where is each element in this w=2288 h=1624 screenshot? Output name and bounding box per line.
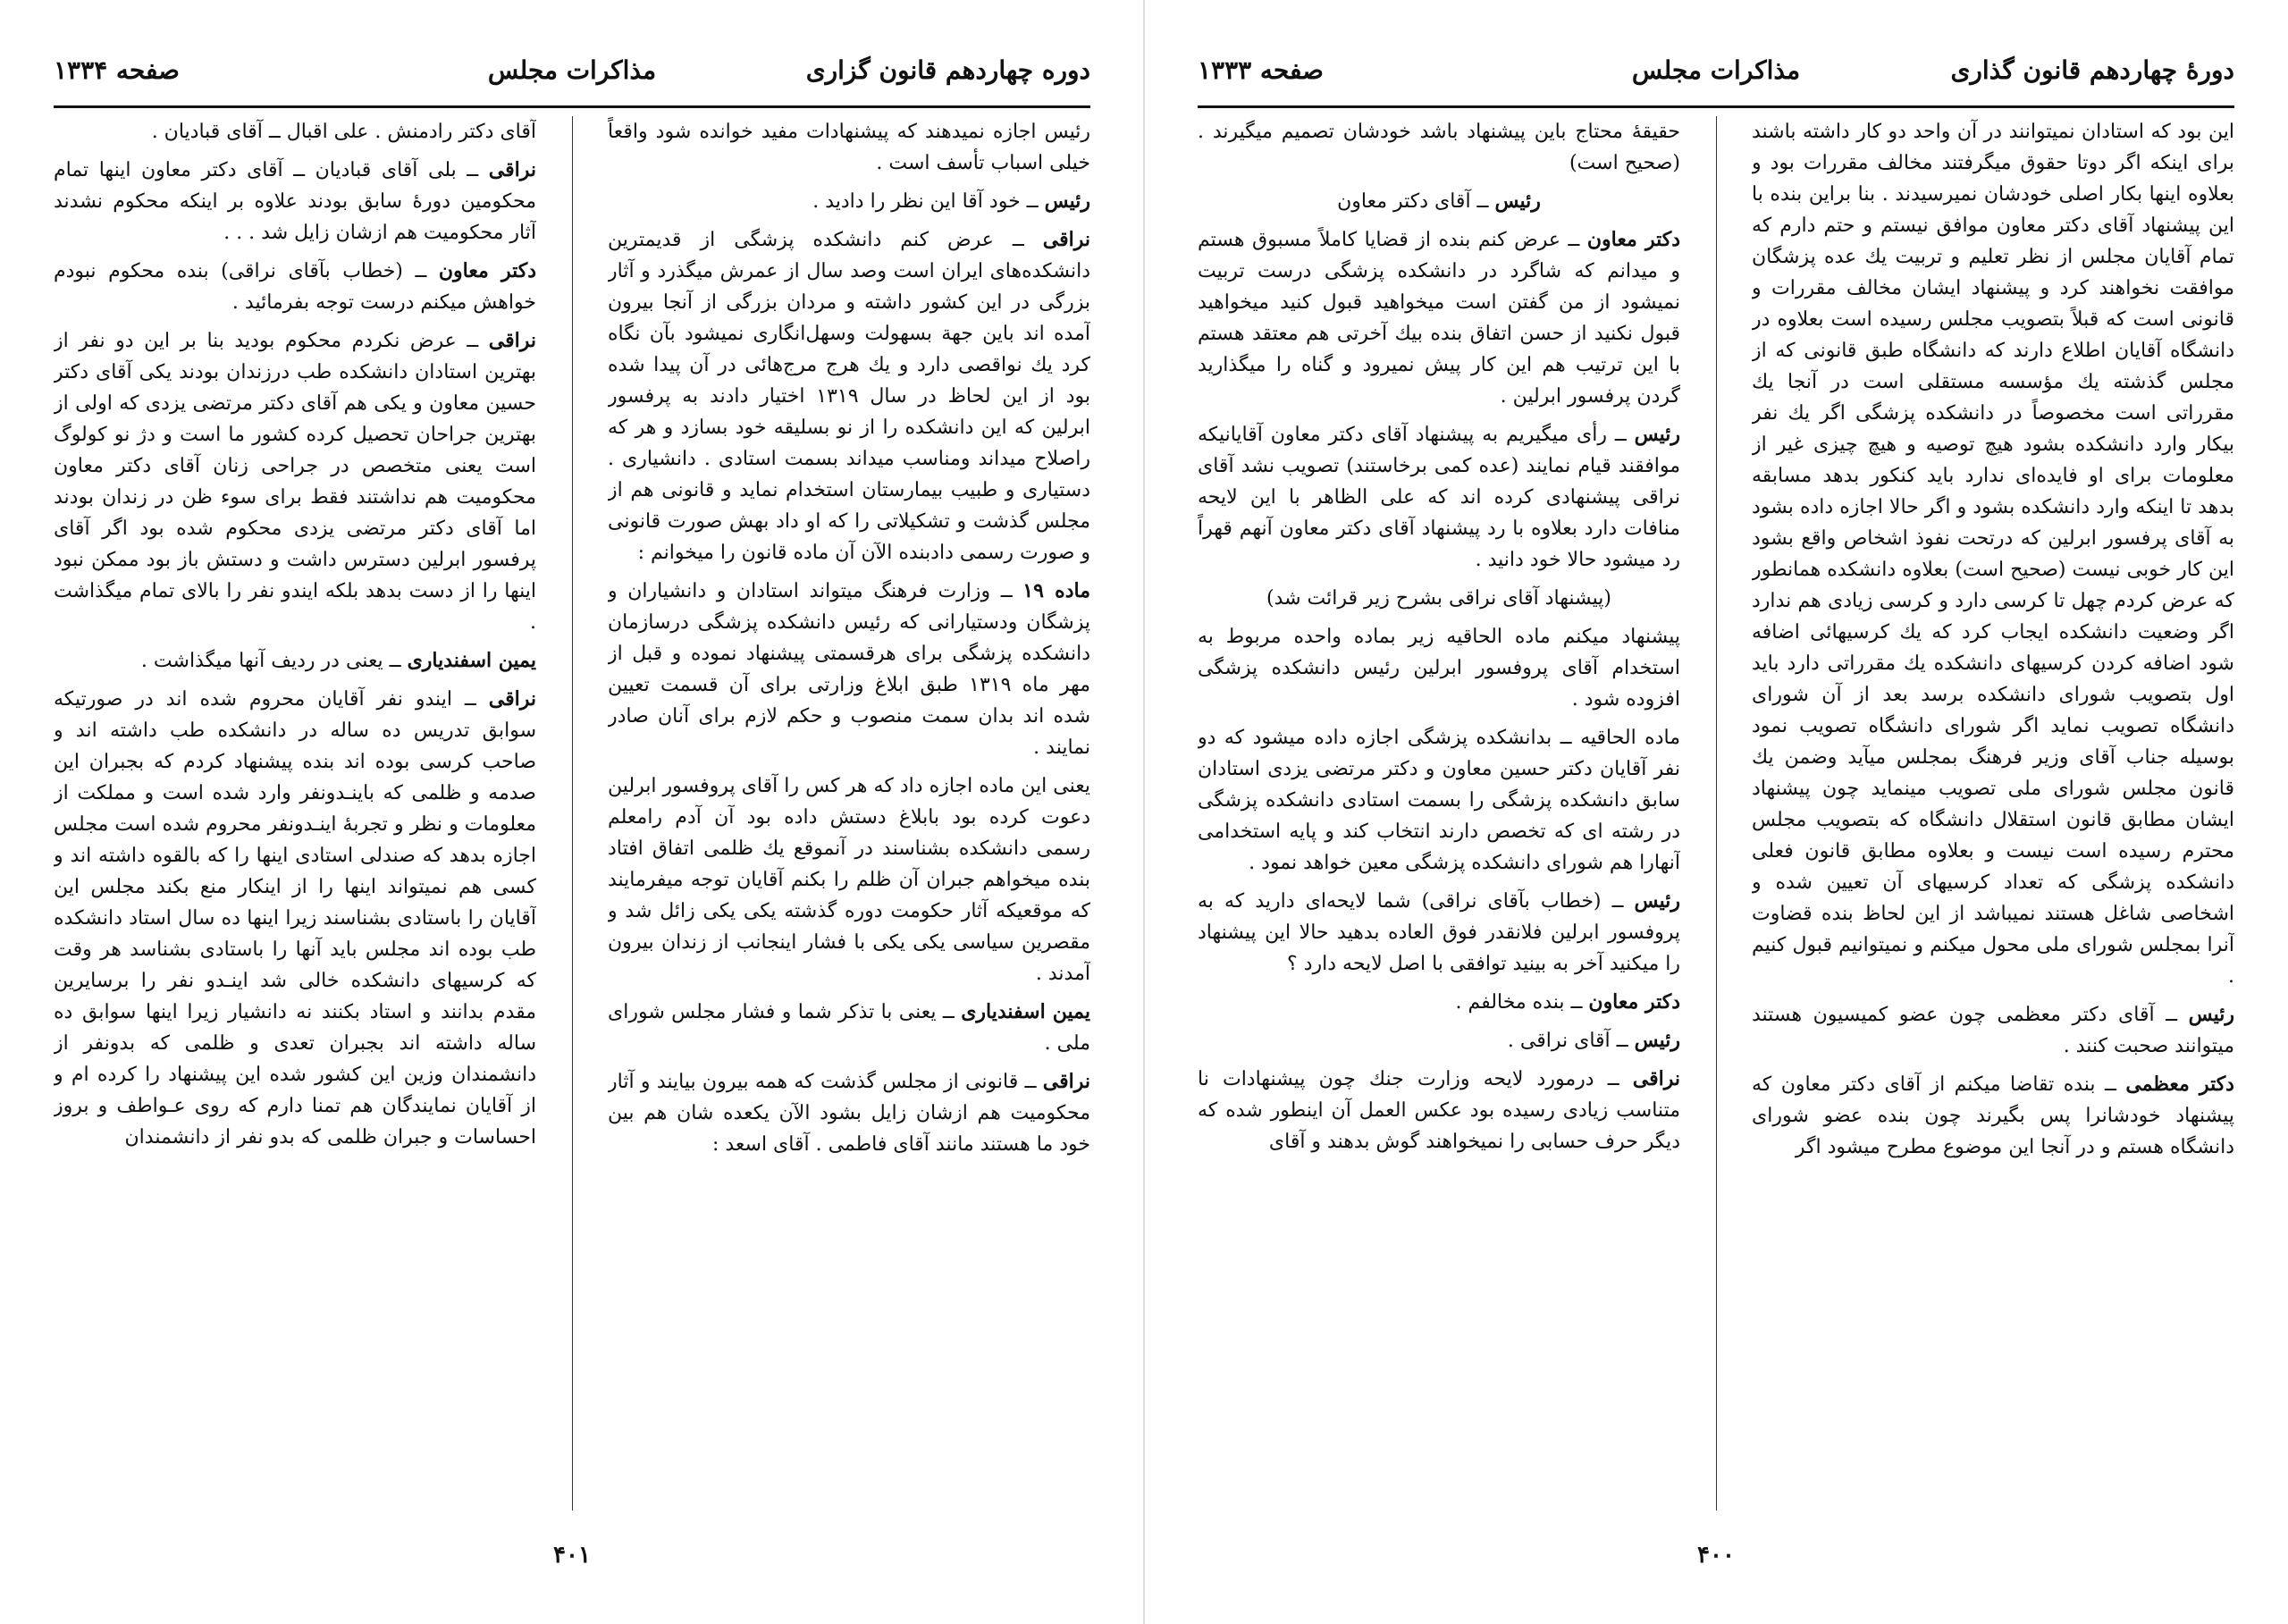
paragraph	[1198, 621, 1680, 715]
speaker-separator: ــ	[456, 330, 489, 352]
speaker-name: ماده ۱۹	[1022, 579, 1090, 602]
speaker-separator: ــ	[456, 159, 489, 181]
speaker-name: یمین اسفندیاری	[961, 1000, 1090, 1023]
speaker-separator: ــ	[1020, 190, 1045, 213]
paragraph	[1198, 1064, 1680, 1157]
paragraph-text: درمورد لایحه وزارت جنك چون پیشنهادات نا متناسب زیادی رسیده بود عکس العمل آن اینطور شده که دیگر حرف حسابی را نمیخواهند گوش بدهند و آقای	[1198, 1068, 1680, 1153]
paragraph-text: رئیس اجازه نمیدهند که پیشنهادات مفید خوانده شود واقعاً خیلی اسباب تأسف است .	[608, 121, 1090, 174]
speaker-name: نراقی	[1042, 228, 1090, 251]
paragraph-text: عرض کنم دانشکده پزشگی از قدیمترین دانشکده‌های ایران است وصد سال از عمرش میگذرد و آثار بزرگی در این کشور داشته و مردان بزرگی از آنجا بیرون آمده اند باین جهة بسهولت وسهل‌انگاری نمیشود بآن نگاه کرد یك نواقصی دارد و یك هرج مرج‌هائی در آن پیدا شده بود از این لحاظ در سال ۱۳۱۹ اختیار دادند به پرفسور ابرلین که این دانشکده را از نو بسلیقه خود بسازد و هر که راصلاح میداند ومناسب میداند بسمت استادی . دانشیاری . دستیاری و طبیب بیمارستان استخدام نماید و قانونی هم از مجلس گذشت و تشکیلاتی را که او داد بهش صورت قانونی و صورت رسمی دادبنده الآن آن ماده قانون را میخوانم :	[608, 229, 1090, 564]
speaker-separator: ــ	[1601, 890, 1635, 913]
paragraph	[54, 645, 536, 677]
paragraph-text: این بود که استادان نمیتوانند در آن واحد دو کار داشته باشند برای اینکه اگر دوتا حقوق میگرفتند مخالف مقررات بود و بعلاوه اینها بکار اصلی خودشان نمیرسیدند . بنا براین بنده با این پیشنهاد آقای دکتر معاون موافق نیستم و حتم دارم که تمام آقایان مجلس از نظر تعلیم و تربیت یك عده پزشگان موافقت نخواهند کرد و پیشنهاد ایشان مخالف مقررات و قانونی است که قبلاً بتصویب مجلس رسیده است بعلاوه در دانشگاه آقایان اطلاع دارند که دانشگاه طبق قانونی که از مجلس گذشته یك مؤسسه مستقلی است در آنجا یك مقرراتی است مخصوصاً در دانشکده پزشگی اگر یك نفر بیکار وارد دانشکده بشود هیچ توصیه و هیچ چیزی غیر از معلومات برای او فایده‌ای ندارد باید کنکور بدهد مسابقه بدهد تا اینکه وارد دانشکده بشود و اگر حالا اجازه داده بشود به آقای پرفسور ابرلین که درتحت نفوذ اشخاص واقع بشود این کار خوبی نیست (صحیح است) بعلاوه دانشکده همانطور که عرض کردم چهل تا کرسی دارد و کرسی زیادی هم ندارد اگر وضعیت دانشکده ایجاب کرد که یك کرسیهائی اضافه شود اضافه کردن کرسیهای دانشکده یك مقرراتی دارد باید اول بتصویب شورای دانشکده برسد بعد از آن شورای دانشگاه تصویب نماید اگر شورای دانشگاه تصویب نمود بوسیله جناب آقای وزیر فرهنگ بمجلس میآید وضمن یك قانون مجلس شورای ملی تصویب مینماید چون پیشنهاد ایشان مطابق قانون استقلال دانشگاه که بتصویب مجلس محترم رسیده است نیست و بعلاوه مطابق قانون فعلی دانشکده پزشگی که تعداد کرسیهای آن تعیین شده و اشخاصی شاغل هستند نمیباشد از این لحاظ بنده قضاوت آنرا بمجلس شورای ملی محول میکنم و نمیتوانیم قبول کنیم .	[1752, 121, 2234, 988]
session-title: دورهٔ چهاردهم قانون گذاری	[1950, 55, 2234, 85]
speaker-name: نراقی	[488, 329, 536, 352]
paragraph	[54, 256, 536, 318]
paragraph	[608, 1066, 1090, 1160]
paragraph	[608, 116, 1090, 179]
speaker-name: دکتر معظمی	[2125, 1073, 2234, 1096]
speaker-name: دکتر معاون	[438, 259, 536, 282]
paragraph	[1198, 186, 1680, 217]
paragraph	[1198, 722, 1680, 879]
paragraph-text: آقای نراقی .	[1507, 1030, 1611, 1052]
paragraph	[54, 684, 536, 1153]
paragraph-text: قانونی از مجلس گذشت که همه بیرون بیایند و آثار محکومیت هم ازشان زایل بشود الآن یکعده شان هم بین خود ما هستند مانند آقای فاطمی . آقای اسعد :	[608, 1071, 1090, 1156]
text-column-left	[54, 116, 536, 1510]
header-rule	[1198, 105, 2234, 108]
speaker-name: یمین اسفندیاری	[407, 649, 536, 672]
page-footer-number: ۴۰۱	[553, 1542, 591, 1569]
header-rule	[54, 105, 1090, 108]
speaker-name: رئیس	[1634, 889, 1680, 913]
speaker-separator: ــ	[990, 580, 1023, 602]
speaker-separator: ــ	[1018, 1071, 1043, 1093]
paragraph	[1198, 419, 1680, 576]
speaker-separator: ــ	[993, 229, 1043, 251]
speaker-name: نراقی	[488, 158, 536, 181]
paragraph	[1198, 116, 1680, 179]
running-title: مذاکرات مجلس	[487, 55, 657, 85]
speaker-name: رئیس	[1634, 423, 1680, 446]
paragraph-text: بنده تقاضا میکنم از آقای دکتر معاون که پیشنهاد خودشانرا پس بگیرند چون بنده عضو شورای دانشگاه هستم و در آنجا این موضوع مطرح میشود اگر	[1752, 1073, 2234, 1158]
paragraph-text: بلی آقای قبادیان ــ آقای دکتر معاون اینها تمام محکومین دورهٔ سابق بودند علاوه بر اینکه محکوم نشدند آثار محکومیت هم ازشان زایل شد . . .	[54, 159, 536, 244]
paragraph-text: حقیقهٔ محتاج باین پیشنهاد باشد خودشان تصمیم میگیرند . (صحیح است)	[1198, 121, 1680, 174]
speaker-separator: ــ	[2154, 1004, 2189, 1026]
paragraph-text: آقای دکتر معظمی چون عضو کمیسیون هستند میتوانند صحبت کنند .	[1752, 1004, 2234, 1057]
paragraph	[1198, 987, 1680, 1018]
speaker-name: دکتر معاون	[1588, 990, 1680, 1014]
page-number: صفحه ۱۳۳۳	[1198, 55, 1324, 85]
speaker-separator: ــ	[451, 688, 489, 711]
paragraph-text: آقای دکتر معاون	[1337, 190, 1471, 213]
paragraph-text: یعنی در ردیف آنها میگذاشت .	[140, 650, 383, 672]
page-number: صفحه ۱۳۳۴	[54, 55, 180, 85]
speaker-separator: ــ	[1606, 424, 1635, 446]
session-title: دوره چهاردهم قانون گزاری	[805, 55, 1090, 85]
paragraph	[1752, 1069, 2234, 1163]
paragraph-text: عرض کنم بنده از قضایا کاملاً مسبوق هستم و میدانم که شاگرد در دانشکده پزشگی درست تربیت نمیشود از من گفتن است میخواهید قبول کنید میخواهید قبول نکنید از حسن اتفاق بنده بیك آخرتی هم معتقد هستم با این ترتیب هم این کار پیش نمیرود و گناه را میگذارید گردن پرفسور ابرلین .	[1198, 229, 1680, 408]
running-title: مذاکرات مجلس	[1631, 55, 1801, 85]
speaker-name: نراقی	[488, 687, 536, 711]
paragraph-text: ایندو نفر آقایان محروم شده اند در صورتیکه سوابق تدریس ده ساله در دانشکده طب داشته اند و صاحب کرسی بوده اند بنده پیشنهاد کردم که بجبران این صدمه و ظلمی که باینـدونفر وارد شده است و مملکت از معلومات و نظر و تجربهٔ اینـدونفر محروم شده است مجلس اجازه بدهد که صندلی استادی اینها را که بالقوه داشته اند و کسی هم نمیتواند اینها را از اینکار منع بکند مجلس این آقایان را باستادی بشناسند زیرا اینها ده سال استاد دانشکده طب بوده اند مجلس باید آنها را باستادی بشناسد هر وقت که کرسیهای دانشکده خالی شد اینـدو نفر را برسایرین مقدم بدانند و استاد بکنند نه دانشیار زیرا اینها سوابق ده ساله داشته اند بجبران تعدی و ظلمی که بدونفر از دانشمندان وزین این کشور شده این پیشنهاد را کرده ام و از آقایان نمایندگان هم تمنا دارم که روی عـواطف و بروز احساسات و جبران ظلمی که بدو نفر از دانشمندان	[54, 688, 536, 1149]
speaker-name: رئیس	[1044, 189, 1090, 213]
speaker-separator: ــ	[936, 1001, 962, 1023]
speaker-separator: ــ	[383, 650, 408, 672]
paragraph-text: (خطاب بآقای نراقی) بنده محکوم نبودم خواهش میکنم درست توجه بفرمائید .	[54, 260, 536, 314]
speaker-separator: ــ	[1594, 1068, 1633, 1090]
paragraph	[1198, 224, 1680, 412]
speaker-separator: ــ	[1470, 190, 1495, 213]
paragraph	[608, 576, 1090, 763]
column-divider	[1716, 116, 1717, 1510]
paragraph-text: بنده مخالفم .	[1455, 991, 1565, 1014]
paragraph-text: خود آقا این نظر را دادید .	[812, 190, 1021, 213]
column-divider	[572, 116, 573, 1510]
paragraph	[54, 155, 536, 248]
paragraph	[54, 325, 536, 638]
speaker-name: نراقی	[1632, 1067, 1680, 1090]
paragraph	[1752, 999, 2234, 1062]
paragraph	[608, 224, 1090, 568]
speaker-separator: ــ	[2095, 1073, 2126, 1096]
paragraph	[1752, 116, 2234, 992]
speaker-name: دکتر معاون	[1586, 228, 1680, 251]
paragraph-text: (پیشنهاد آقای نراقی بشرح زیر قرائت شد)	[1266, 587, 1612, 610]
paragraph	[1198, 1025, 1680, 1056]
text-column-right	[608, 116, 1090, 1510]
paragraph-text: آقای دکتر رادمنش . علی اقبال ــ آقای قبادیان .	[151, 121, 536, 143]
paragraph-text: پیشنهاد میکنم ماده الحاقیه زیر بماده واحده مربوط به استخدام آقای پروفسور ابرلین رئیس دانشکده پزشگی افزوده شود .	[1198, 626, 1680, 711]
speaker-separator: ــ	[1610, 1030, 1635, 1052]
speaker-name: رئیس	[2188, 1003, 2234, 1026]
paragraph-text: عرض نکردم محکوم بودید بنا بر این دو نفر از بهترین استادان دانشکده طب درزندان بودند یکی آقای دکتر حسین معاون و یکی هم آقای دکتر مرتضی یزدی که اولی از بهترین جراحان تحصیل کرده کشور ما است و دژ نو کولوگ است یعنی متخصص در جراحی زنان آقای دکتر معاون محکومیت هم نداشتند فقط برای سوء ظن در زندان بودند اما آقای دکتر مرتضی یزدی محکوم شده بود اگر آقای پرفسور ابرلین دسترس داشت و دستش باز بود ممکن نبود اینها را از دست بدهد بلکه ایندو نفر را بالای تمام میگذاشت .	[54, 330, 536, 634]
right-page	[1144, 0, 2288, 1624]
left-page-header	[54, 46, 1090, 104]
paragraph-text: یعنی با تذکر شما و فشار مجلس شورای ملی .	[608, 1001, 1090, 1055]
paragraph	[1198, 583, 1680, 614]
text-column-left	[1198, 116, 1680, 1510]
paragraph-text: وزارت فرهنگ میتواند استادان و دانشیاران و پزشگان ودستیارانی که رئیس دانشکده پزشگی درسازمان دانشکده پزشگی برای هرقسمتی پیشنهاد نموده و قبل از مهر ماه ۱۳۱۹ طبق ابلاغ وزارتی برای آن قسمت تعیین شده اند بدان سمت منصوب و حکم لازم برای آنان صادر نمایند .	[608, 580, 1090, 759]
right-page-header	[1198, 46, 2234, 104]
page-footer-number: ۴۰۰	[1697, 1542, 1735, 1569]
paragraph	[608, 186, 1090, 217]
speaker-separator: ــ	[402, 260, 439, 282]
speaker-name: نراقی	[1042, 1070, 1090, 1093]
paragraph	[54, 116, 536, 147]
speaker-name: رئیس	[1634, 1029, 1680, 1052]
speaker-name: رئیس	[1494, 189, 1541, 213]
speaker-separator: ــ	[1560, 229, 1587, 251]
paragraph	[1198, 886, 1680, 980]
paragraph	[608, 770, 1090, 989]
text-column-right	[1752, 116, 2234, 1510]
paragraph	[608, 997, 1090, 1059]
paragraph-text: یعنی این ماده اجازه داد که هر کس را آقای پروفسور ابرلین دعوت کرده بود بابلاغ دستش داده بود آن آدم رامعلم رسمی دانشکده بشناسند در آنموقع یك ظلمی اتفاق افتاد بنده میخواهم جبران آن ظلم را بکنم آقایان توجه میفرمایند که موقعیکه آثار حکومت دوره گذشته یکی یکی زائل شد و مقصرین سیاسی یکی یکی با فشار اینجانب از زندان بیرون آمدند .	[608, 775, 1090, 985]
paragraph-text: (خطاب بآقای نراقی) شما لایحه‌ای دارید که به پروفسور ابرلین فلانقدر فوق العاده بدهید حالا این پیشنهاد را میکنید آخر به بینید توافقی با اصل لایحه دارد ؟	[1198, 890, 1680, 975]
paragraph-text: رأی میگیریم به پیشنهاد آقای دکتر معاون آقایانیکه موافقند قیام نمایند (عده کمی برخاستند) تصویب نشد آقای نراقی پیشنهادی کرده اند که علی الظاهر با این لایحه منافات دارد بعلاوه با رد پیشنهاد آقای دکتر معاون آنهم قهراً رد میشود حالا خود دانید .	[1198, 424, 1680, 571]
paragraph-text: ماده الحاقیه ــ بدانشکده پزشگی اجازه داده میشود که دو نفر آقایان دکتر حسین معاون و دکتر مرتضی یزدی استادان سابق دانشکده پزشگی را بسمت استادی دانشکده پزشگی در رشته ای که تخصص دارند انتخاب کند و پایه استخدامی آنهارا هم شورای دانشکده پزشگی معین خواهد نمود .	[1198, 727, 1680, 874]
speaker-separator: ــ	[1564, 991, 1589, 1014]
